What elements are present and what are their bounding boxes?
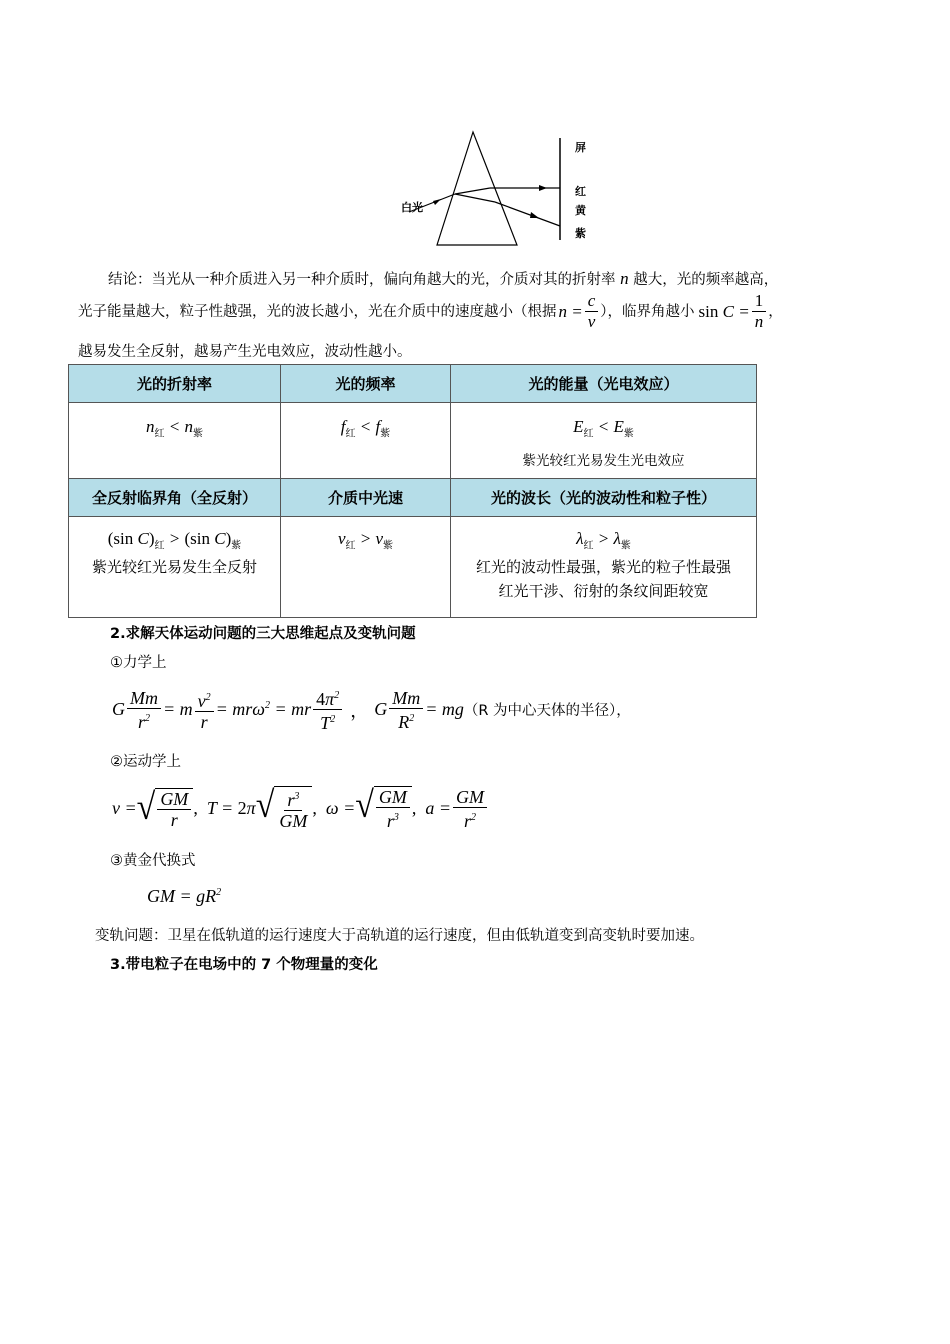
yellow-label: 黄 [575, 204, 586, 217]
header-frequency: 光的频率 [281, 365, 451, 403]
white-light-label: 白光 [401, 201, 423, 214]
light-comparison-table [68, 364, 757, 618]
mechanics-formula: G $\frac{Mm}{r^2}$ = m $\frac{v^2}{r}$ = mrω$^2$ = mr $\frac{4\pi^2}{T^2}$ ， G $\frac{Mm}{R^2}$ = mg （R 为中心天体的半径）， [112, 687, 631, 733]
mechanics-label: ①力学上 [110, 655, 167, 671]
table-row-2 [69, 517, 757, 618]
table-row-1 [69, 403, 757, 479]
golden-substitution-label: ③黄金代换式 [110, 853, 196, 869]
header-speed: 介质中光速 [281, 479, 451, 517]
cell-lambda-compare: $\lambda_红 > \lambda_紫$ 红光的波动性最强，紫光的粒子性最强 红光干涉、衍射的条纹间距较宽 [451, 517, 757, 618]
cell-f-compare: $f_红 < f_紫$ [281, 403, 451, 479]
cell-v-compare: $v_红 > v_紫$ [281, 517, 451, 618]
cell-sinc-compare: (sin $C)_红 > (\sin$ $C)_紫$ 紫光较红光易发生全反射 [69, 517, 281, 618]
conclusion-line-2: 光子能量越大，粒子性越强，光的波长越小，光在介质中的速度越小（根据 n = $\frac{c}{v}$ ），临界角越小 sin C = $\frac{1}{n}$ ， [78, 291, 783, 331]
header-refractive-index: 光的折射率 [69, 365, 281, 403]
section-3-title: 3.带电粒子在电场中的 7 个物理量的变化 [110, 957, 378, 973]
cell-n-compare: $n_红 < n_紫$ [69, 403, 281, 479]
table-header-row-1 [69, 365, 757, 403]
header-wavelength: 光的波长（光的波动性和粒子性） [451, 479, 757, 517]
violet-label: 紫 [575, 227, 586, 240]
kinematics-label: ②运动学上 [110, 754, 181, 770]
golden-substitution-formula: GM = $gR^2$ [147, 886, 222, 906]
prism-dispersion-diagram [395, 128, 595, 250]
inner-ray-top [455, 188, 490, 194]
inner-ray-bottom [455, 194, 495, 202]
kinematics-formula: v = √ $\frac{GM}{r}$ , T = 2π √ $\frac{r^3}{GM}$ , ω = √ $\frac{GM}{r^3}$ , a = $\frac{GM}{r^2}$ [112, 786, 489, 831]
cell-e-compare: $E_红 < E_紫$ 紫光较红光易发生光电效应 [451, 403, 757, 479]
screen-label: 屏 [575, 141, 586, 154]
section-2-title: 2.求解天体运动问题的三大思维起点及变轨问题 [110, 626, 416, 642]
table-header-row-2 [69, 479, 757, 517]
orbit-change-text: 变轨问题：卫星在低轨道的运行速度大于高轨道的运行速度，但由低轨道变到高变轨时要加速。 [95, 928, 704, 944]
header-critical-angle: 全反射临界角（全反射） [69, 479, 281, 517]
conclusion-line-1: 结论：当光从一种介质进入另一种介质时，偏向角越大的光，介质对其的折射率 n 越大，光的频率越高， [108, 269, 779, 288]
red-label: 红 [575, 185, 586, 198]
header-energy: 光的能量（光电效应） [451, 365, 757, 403]
conclusion-line-3: 越易发生全反射，越易产生光电效应，波动性越小。 [78, 344, 412, 360]
